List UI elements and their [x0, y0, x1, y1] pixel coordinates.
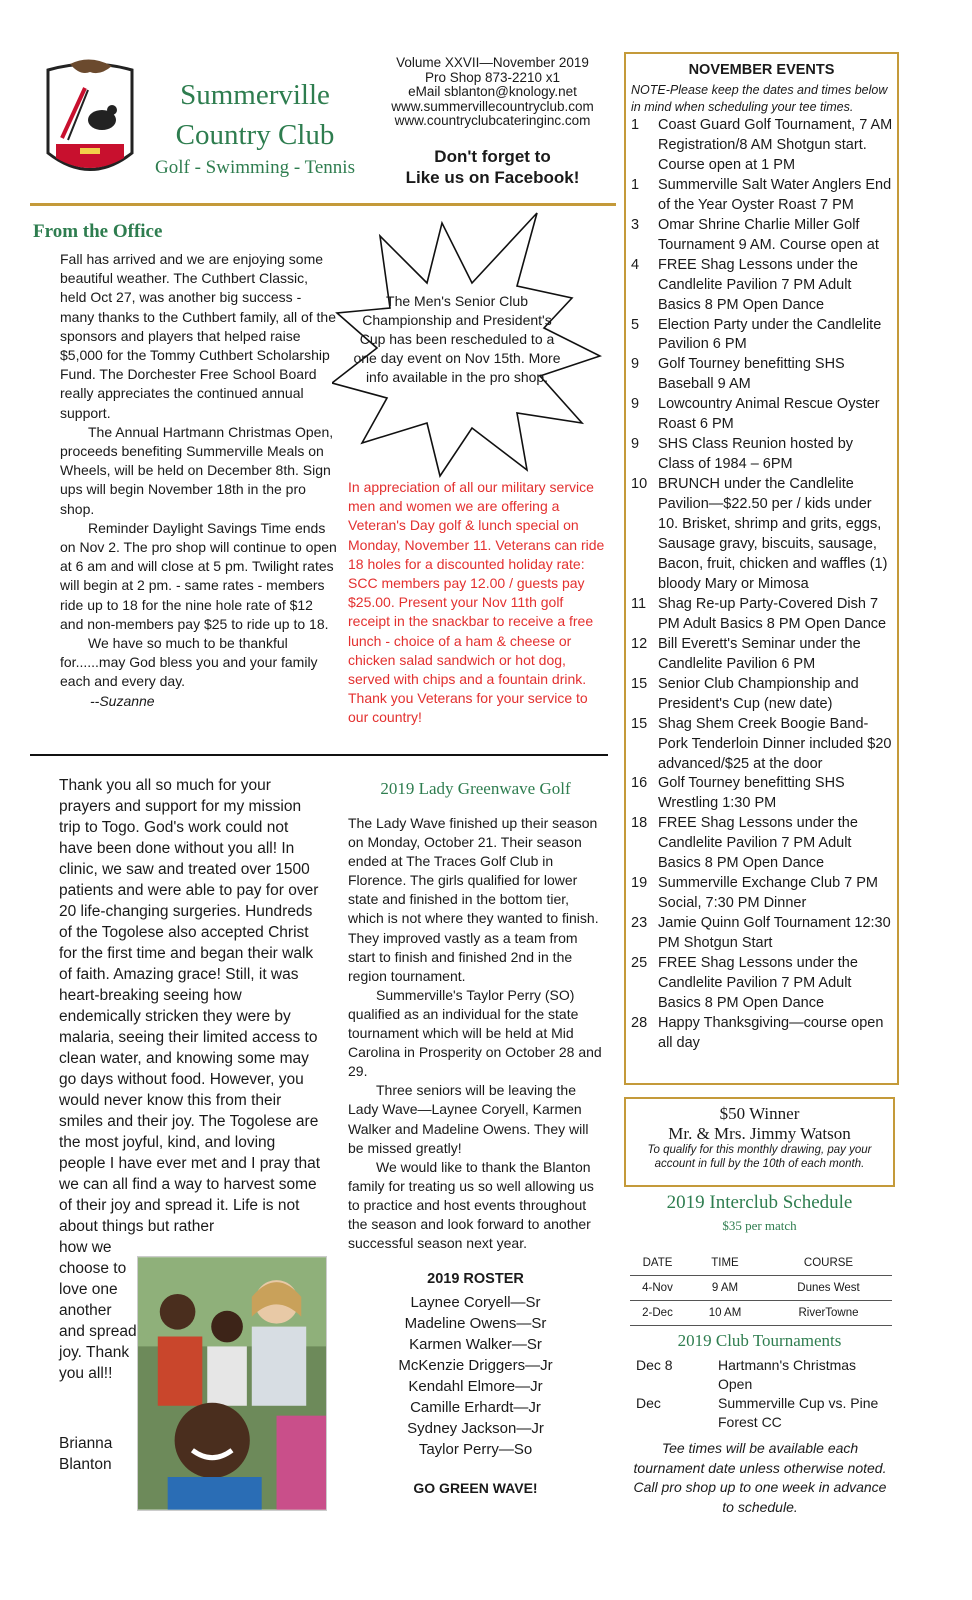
- event-day: 25: [631, 955, 648, 972]
- event-day: 9: [631, 436, 640, 453]
- roster-item: McKenzie Driggers—Jr: [398, 1357, 553, 1374]
- roster-item: Karmen Walker—Sr: [409, 1336, 542, 1353]
- table-header-row: [630, 1251, 892, 1276]
- roster-item: Laynee Coryell—Sr: [410, 1294, 541, 1311]
- event-item: [631, 176, 893, 216]
- event-day: 5: [631, 316, 640, 333]
- lady-wave-title: 2019 Lady Greenwave Golf: [380, 779, 571, 798]
- office-paragraph: Reminder Daylight Savings Time ends on Nov 2. The pro shop will continue to open at 6 am and will close at 5 pm. Twilight rates will begin at 2 pm. - same rates - members ride up to 18 for the nine hole rate of $12 and non-members pay $25 to ride up to 18.: [60, 519, 337, 632]
- club-name-block: [150, 75, 360, 179]
- tournament-item: [636, 1394, 892, 1432]
- tournaments-list: [636, 1356, 892, 1432]
- event-day: 16: [631, 775, 648, 792]
- event-item: [631, 774, 893, 814]
- veterans-special: In appreciation of all our military service men and women we are offering a Veteran's Day golf & lunch special on Monday, November 11. Veterans can ride 18 holes for a discounted holiday rate: SCC members pay 12.00 / guests pay $25.00. Present your Nov 11th golf receipt in the snackbar to receive a free lunch - choice of a ham & cheese or chicken salad sandwich or hot dog, served with chips and a fountain drink. Thank you Veterans for your service to our country!: [348, 479, 605, 726]
- event-text: Summerville Salt Water Anglers End of the Year Oyster Roast 7 PM: [658, 176, 892, 213]
- event-text: Coast Guard Golf Tournament, 7 AM Registration/8 AM Shotgun start. Course open at 1 PM: [658, 117, 893, 173]
- event-day: 9: [631, 356, 640, 373]
- togo-photo: [137, 1256, 327, 1511]
- lady-wave-paragraph: The Lady Wave finished up their season on Monday, October 21. Their season ended at The Traces Golf Club in Florence. The girls qualified for lower state and finished in the bottom tier, which is not where they wanted to finish. They improved vastly as a team from start to finish and finished 2nd in the region tournament.: [348, 815, 599, 984]
- event-text: Golf Tourney benefitting SHS Baseball 9 AM: [658, 356, 845, 393]
- event-day: 18: [631, 815, 648, 832]
- event-item: [631, 395, 893, 435]
- facebook-callout: [375, 146, 610, 188]
- table-cell: 2-Dec: [642, 1307, 673, 1319]
- event-text: BRUNCH under the Candlelite Pavilion—$22.50 per / kids under 10. Brisket, shrimp and grits, eggs, Sausage gravy, biscuits, sausage, Bacon, fruit, chicken and waffles (1) bloody Mary or Mimosa: [658, 476, 888, 592]
- website-link-2[interactable]: www.countryclubcateringinc.com: [394, 113, 591, 128]
- roster-item: Taylor Perry—So: [418, 1441, 533, 1458]
- signature-last-name: Blanton: [59, 1456, 112, 1473]
- office-paragraph: We have so much to be thankful for......may God bless you and your family each and every day.: [60, 635, 318, 690]
- winner-note: To qualify for this monthly drawing, pay your account in full by the 10th of each month.: [647, 1144, 872, 1170]
- event-day: 19: [631, 875, 648, 892]
- event-day: 15: [631, 675, 648, 692]
- tournaments-title: 2019 Club Tournaments: [677, 1331, 842, 1350]
- event-text: Jamie Quinn Golf Tournament 12:30 PM Shotgun Start: [658, 915, 891, 952]
- events-note: NOTE-Please keep the dates and times below in mind when scheduling your tee times.: [631, 83, 888, 114]
- event-text: Golf Tourney benefitting SHS Wrestling 1:30 PM: [658, 775, 845, 812]
- club-name-line1: Summerville: [180, 79, 330, 111]
- interclub-subtitle: $35 per match: [722, 1218, 797, 1233]
- website-link-1[interactable]: www.summervillecountryclub.com: [391, 98, 594, 114]
- event-text: Omar Shrine Charlie Miller Golf Tournament 9 AM. Course open at: [658, 216, 879, 253]
- table-row: [630, 1276, 892, 1301]
- event-text: Election Party under the Candlelite Pavilion 6 PM: [658, 316, 882, 353]
- lady-wave-paragraph: We would like to thank the Blanton family for treating us so well allowing us to practice and host events throughout the season and look forward to another successful season next year.: [348, 1158, 594, 1252]
- tournament-name: Summerville Cup vs. Pine Forest CC: [718, 1395, 879, 1430]
- event-text: FREE Shag Lessons under the Candlelite Pavilion 7 PM Adult Basics 8 PM Open Dance: [658, 815, 858, 872]
- roster-list: [348, 1292, 603, 1460]
- starburst-text: The Men's Senior Club Championship and President's Cup has been rescheduled to a one day event on Nov 15th. More info available in the pro shop.: [353, 293, 561, 385]
- lady-wave-paragraph: Three seniors will be leaving the Lady Wave—Laynee Coryell, Karmen Walker and Madeline Owens. They will be missed greatly!: [348, 1082, 589, 1156]
- event-item: [631, 1014, 893, 1054]
- event-day: 11: [631, 595, 647, 612]
- event-item: [631, 914, 893, 954]
- tournament-date: Dec 8: [636, 1357, 673, 1373]
- table-cell: 4-Nov: [642, 1282, 673, 1294]
- table-row: [630, 1301, 892, 1326]
- event-text: Happy Thanksgiving—course open all day: [658, 1014, 884, 1051]
- table-cell: Dunes West: [797, 1282, 860, 1294]
- event-text: Shag Re-up Party-Covered Dish 7 PM Adult Basics 8 PM Open Dance: [658, 595, 887, 632]
- event-day: 10: [631, 476, 648, 493]
- event-day: 9: [631, 396, 640, 413]
- event-item: [631, 316, 893, 356]
- tournament-name: Hartmann's Christmas Open: [718, 1357, 857, 1392]
- event-text: FREE Shag Lessons under the Candlelite Pavilion 7 PM Adult Basics 8 PM Open Dance: [658, 955, 858, 1011]
- roster-item: Madeline Owens—Sr: [404, 1315, 547, 1332]
- column-header: DATE: [642, 1257, 673, 1269]
- roster-title: 2019 ROSTER: [427, 1271, 524, 1287]
- club-tagline: Golf - Swimming - Tennis: [155, 157, 355, 178]
- event-day: 4: [631, 256, 640, 273]
- go-green-wave: GO GREEN WAVE!: [413, 1480, 538, 1496]
- interclub-title: 2019 Interclub Schedule: [666, 1192, 853, 1213]
- lady-wave-article: [348, 814, 606, 1253]
- event-item: [631, 116, 893, 176]
- event-day: 1: [631, 176, 640, 193]
- togo-article-continued: how we choose to love one another and spread joy. Thank you all!!: [59, 1239, 137, 1382]
- winner-name: Mr. & Mrs. Jimmy Watson: [668, 1124, 851, 1143]
- event-item: [631, 216, 893, 256]
- office-paragraph: The Annual Hartmann Christmas Open, proceeds benefiting Summerville Meals on Wheels, will be held on December 8th. Sign ups will begin November 18th in the pro shop.: [60, 423, 334, 517]
- event-item: [631, 954, 893, 1014]
- interclub-table: [630, 1251, 892, 1326]
- event-item: [631, 715, 893, 775]
- tournament-date: Dec: [636, 1395, 661, 1411]
- facebook-line2: Like us on Facebook!: [405, 168, 580, 187]
- email-line[interactable]: eMail sblanton@knology.net: [408, 84, 577, 99]
- event-text: Bill Everett's Seminar under the Candlelite Pavilion 6 PM: [658, 635, 861, 672]
- roster-item: Sydney Jackson—Jr: [407, 1420, 544, 1437]
- event-text: Shag Shem Creek Boogie Band-Pork Tenderloin Dinner included $20 advanced/$25 at the door: [658, 715, 892, 772]
- office-paragraph: Fall has arrived and we are enjoying some beautiful weather. The Cuthbert Classic, held Oct 27, was another big success - many thanks to the Cuthbert family, all of the sponsors and players that helped raise $5,000 for the Tommy Cuthbert Scholarship Fund. The Dorchester Free School Board really appreciates the continued annual support.: [60, 251, 336, 421]
- tournaments-note: Tee times will be available each tournament date unless otherwise noted. Call pro shop up to one week in advance to schedule.: [633, 1440, 887, 1515]
- event-day: 12: [631, 635, 648, 652]
- winner-title: $50 Winner: [719, 1104, 800, 1123]
- togo-article: Thank you all so much for your prayers and support for my mission trip to Togo. God's work could not have been done without you all! In clinic, we saw and treated over 1500 patients and were able to pay for over 20 life-changing surgeries. Hundreds of the Togolese also accepted Christ for the first time and began their walk of faith. Amazing grace! Still, it was heart-breaking seeing how endemically stricken they were by malaria, seeing their limited access to clean water, and knowing some may go days without food. However, you would never know this from their smiles and their joy. The Togolese are the most joyful, kind, and loving people I have ever met and I pray that we can all find a way to harvest some of their joy and spread it. Life is not about things but rather: [59, 777, 321, 1235]
- event-text: FREE Shag Lessons under the Candlelite Pavilion 7 PM Adult Basics 8 PM Open Dance: [658, 256, 858, 313]
- masthead-info: [375, 56, 610, 129]
- office-title: From the Office: [33, 221, 163, 242]
- section-divider: [30, 754, 608, 756]
- header-divider: [30, 203, 616, 206]
- lady-wave-paragraph: Summerville's Taylor Perry (SO) qualified as an individual for the state tournament which will be held at Mid Carolina in Prosperity on October 28 and 29.: [348, 986, 602, 1080]
- facebook-line1: Don't forget to: [434, 147, 551, 166]
- table-cell: RiverTowne: [798, 1307, 859, 1319]
- event-item: [631, 814, 893, 874]
- event-item: [631, 435, 893, 475]
- event-text: Lowcountry Animal Rescue Oyster Roast 6 PM: [658, 396, 880, 433]
- event-item: [631, 256, 893, 316]
- table-cell: 10 AM: [708, 1307, 742, 1319]
- column-header: COURSE: [803, 1257, 854, 1269]
- event-item: [631, 675, 893, 715]
- event-day: 1: [631, 117, 640, 133]
- event-item: [631, 874, 893, 914]
- roster-item: Kendahl Elmore—Jr: [408, 1378, 543, 1395]
- office-signature: --Suzanne: [90, 692, 155, 709]
- roster-item: Camille Erhardt—Jr: [410, 1399, 541, 1416]
- volume-line: Volume XXVII—November 2019: [396, 55, 589, 70]
- events-list: [631, 116, 893, 1054]
- column-header: TIME: [711, 1257, 739, 1269]
- event-item: [631, 595, 893, 635]
- office-article: [60, 250, 338, 711]
- event-day: 28: [631, 1014, 648, 1031]
- pro-shop-phone: Pro Shop 873-2210 x1: [424, 69, 561, 85]
- signature-first-name: Brianna: [59, 1435, 113, 1452]
- event-text: SHS Class Reunion hosted by Class of 1984 – 6PM: [658, 436, 854, 473]
- club-logo: [40, 58, 140, 188]
- event-item: [631, 355, 893, 395]
- events-title: NOVEMBER EVENTS: [688, 62, 835, 78]
- event-day: 23: [631, 915, 648, 932]
- event-item: [631, 635, 893, 675]
- club-name-line2: Country Club: [175, 119, 335, 151]
- event-day: 15: [631, 715, 648, 732]
- event-text: Summerville Exchange Club 7 PM Social, 7:30 PM Dinner: [658, 875, 879, 912]
- event-item: [631, 475, 893, 595]
- event-text: Senior Club Championship and President's Cup (new date): [658, 675, 859, 712]
- tournament-item: [636, 1356, 892, 1394]
- togo-signature: [59, 1433, 112, 1475]
- table-cell: 9 AM: [711, 1282, 739, 1294]
- event-day: 3: [631, 216, 640, 233]
